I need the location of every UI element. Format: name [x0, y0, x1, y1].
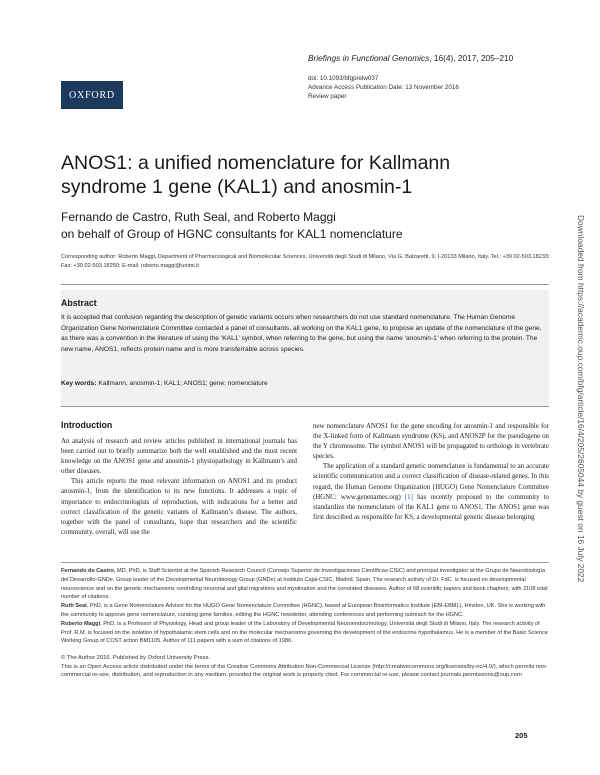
left-column — [61, 437, 297, 538]
abstract-heading: Abstract — [61, 298, 97, 308]
journal-citation — [308, 53, 513, 63]
license-block — [61, 654, 549, 680]
doi[interactable]: doi: 10.1093/bfgp/elw037 — [308, 75, 379, 82]
copyright: © The Author 2016. Published by Oxford University Press. — [61, 655, 211, 661]
oxford-logo — [61, 81, 123, 109]
authors-line-2: on behalf of Group of HGNC consultants for KAL1 nomenclature — [61, 227, 403, 241]
journal-volume: , 16(4), 2017, 205–210 — [429, 53, 514, 63]
bio-text-3: , PhD, is a Professor of Physiology, Head and group leader of the Laboratory of Developmental Neuroendocrinology, Università degli Studi di Milano, Italy. The research activity of Prof. R.M. is focused on the isolation of hypothalamic stem cells and on the molecular mechanisms governing the development of the endocrine hypothalamus. He is a member of the Basic Science Working Group of COST action BM1105. Author of 111 papers with a sum of citations of 1986. — [61, 620, 548, 645]
corresponding-author: Corresponding author: Roberto Maggi, Department of Pharmacological and Biomolecular Sciences, Università degli Studi di Milano, Via G. Balzaretti, 9, I-20133 Milano, Italy. Tel.: +39 02-503.18233; Fax: +39 02-503.18250; E-mail: roberto.maggi@unimi.it — [61, 254, 550, 269]
abstract-bottom-rule — [61, 406, 549, 407]
page-number: 205 — [515, 731, 528, 740]
keywords-label: Key words: — [61, 380, 97, 387]
paragraph-4-part-a: The application of a standard genetic nomenclature is fundamental to an accurate scientific communication and a correct classification of disease-related genes. In this regard, the Human Genome Organization (HUGO) Gene Nomenclature Committee (HGNC: www.genenames.org) — [313, 463, 549, 501]
authors-line-1: Fernando de Castro, Ruth Seal, and Roberto Maggi — [61, 210, 336, 224]
title-line-1: ANOS1: a unified nomenclature for Kallmann — [61, 152, 451, 174]
bio-name-3: Roberto Maggi — [61, 620, 101, 627]
intro-paragraph-2: This article reports the most relevant information on ANOS1 and its product anosmin-1, from the identification to its new functions. It addresses a topic of importance to endocrinologists of reproduction, with indications for a better and correct classification of the genetic variants of Kallmann’s disease. The authors, together with the panel of consultants, hope that researchers and the scientific community, overall, will use the — [61, 478, 297, 536]
article-title — [61, 151, 501, 199]
keywords-list: Kallmann, anosmin-1; KAL1; ANOS1; gene; nomenclature — [96, 380, 268, 387]
logo-text: OXFORD — [69, 89, 115, 101]
right-column — [313, 422, 549, 523]
bio-name-2: Ruth Seal — [61, 603, 87, 610]
download-sidebar — [576, 215, 588, 635]
bio-text-1: , MD, PhD, is Staff Scientist at the Spanish Research Council (Consejo Superior de Investigaciones Científicas-CSIC) and principal investigator at the Grupo de Neurobiología del Desarrollo-GNDe. Group leader of the Developmental Neurobiology Group (GNDe) at Instituto Cajal-CSIC, Madrid, Spain. The research activity of Dr. FdC. is focused on developmental neuroscience and on the genetic mechanisms controlling neuronal and glial migrations and myelination and the correlated diseases. Author of 68 scientific papers and book chapters, with 2108 total number of citations. — [61, 568, 548, 601]
abstract-text: It is accepted that confusion regarding the description of genetic variants occurs when researchers do not use standard nomenclature. The Human Genome Organization Gene Nomenclature Committee contacted a panel of consultants, all working on the KAL1 gene, to propose an update of the nomenclature of the gene, as there was a convention in the literature of using the ‘KAL1’ symbol, when referring to the gene, but using the name ‘anosmin-1’ when referring to the protein. The new name, ANOS1, reflects protein name and is more transferrable across species. — [61, 314, 542, 353]
introduction-heading: Introduction — [61, 420, 113, 430]
intro-paragraph-3: new nomenclature ANOS1 for the gene encoding for anosmin-1 and responsible for the X-linked form of Kallmann syndrome (KS), and ANOS2P for the pseudogene on the Y chromosome. The symbol ANOS1 will be propagated to orthologs in vertebrate species. — [313, 423, 549, 461]
bio-name-1: Fernando de Castro — [61, 568, 114, 574]
keywords — [61, 380, 549, 387]
license-text: This is an Open Access article distributed under the terms of the Creative Commons Attribution Non-Commercial License (http://creativecommons.org/licenses/by-nc/4.0/), which permits non-commercial re-use, distribution, and reproduction in any medium, provided the original work is properly cited. For commercial re-use, please contact journals.permissions@oup.com — [61, 663, 548, 679]
advance-access-date: Advance Access Publication Date: 13 November 2016 — [308, 84, 459, 91]
journal-name: Briefings in Functional Genomics — [308, 53, 430, 63]
author-bios — [61, 567, 549, 646]
intro-paragraph-4 — [313, 462, 549, 523]
author-list — [61, 209, 501, 243]
title-line-2: syndrome 1 gene (KAL1) and anosmin-1 — [61, 176, 413, 198]
bio-text-2: , PhD, is a Gene Nomenclature Advisor for the HUGO Gene Nomenclature Committee (HGNC), based at European Bioinformatics Institute (EBI-EBML), Hinxton, UK. She is working with the community to approve gene nomenclature, curating gene families, editing the HGNC newsletter, attending conferences and performing outreach for the HGNC. — [61, 603, 546, 618]
intro-paragraph-1: An analysis of research and review articles published in international journals has been carried out to briefly summarize both the well established and the most recent knowledge on the ANOS1 gene and anosmin-1 physiopathology in Kallmann’s and other diseases. — [61, 438, 297, 476]
paragraph-4-part-b: has recently proposed to the community to standardize the nomenclature of the KAL1 gene to ANOS1. The ANOS1 gene was first described as responsible for KS, a developmental genetic disease belonging — [313, 493, 549, 521]
download-notice[interactable]: Downloaded from https://academic.oup.com/bfg/article/16/4/205/2605044 by guest on 16 July 2022 — [576, 215, 586, 583]
citation-link[interactable]: [1] — [404, 493, 413, 501]
bio-de-castro — [61, 567, 549, 602]
abstract-top-rule — [61, 284, 549, 285]
bio-seal — [61, 602, 549, 620]
bios-rule — [61, 562, 549, 563]
article-type: Review paper — [308, 93, 347, 100]
bio-maggi — [61, 620, 549, 646]
